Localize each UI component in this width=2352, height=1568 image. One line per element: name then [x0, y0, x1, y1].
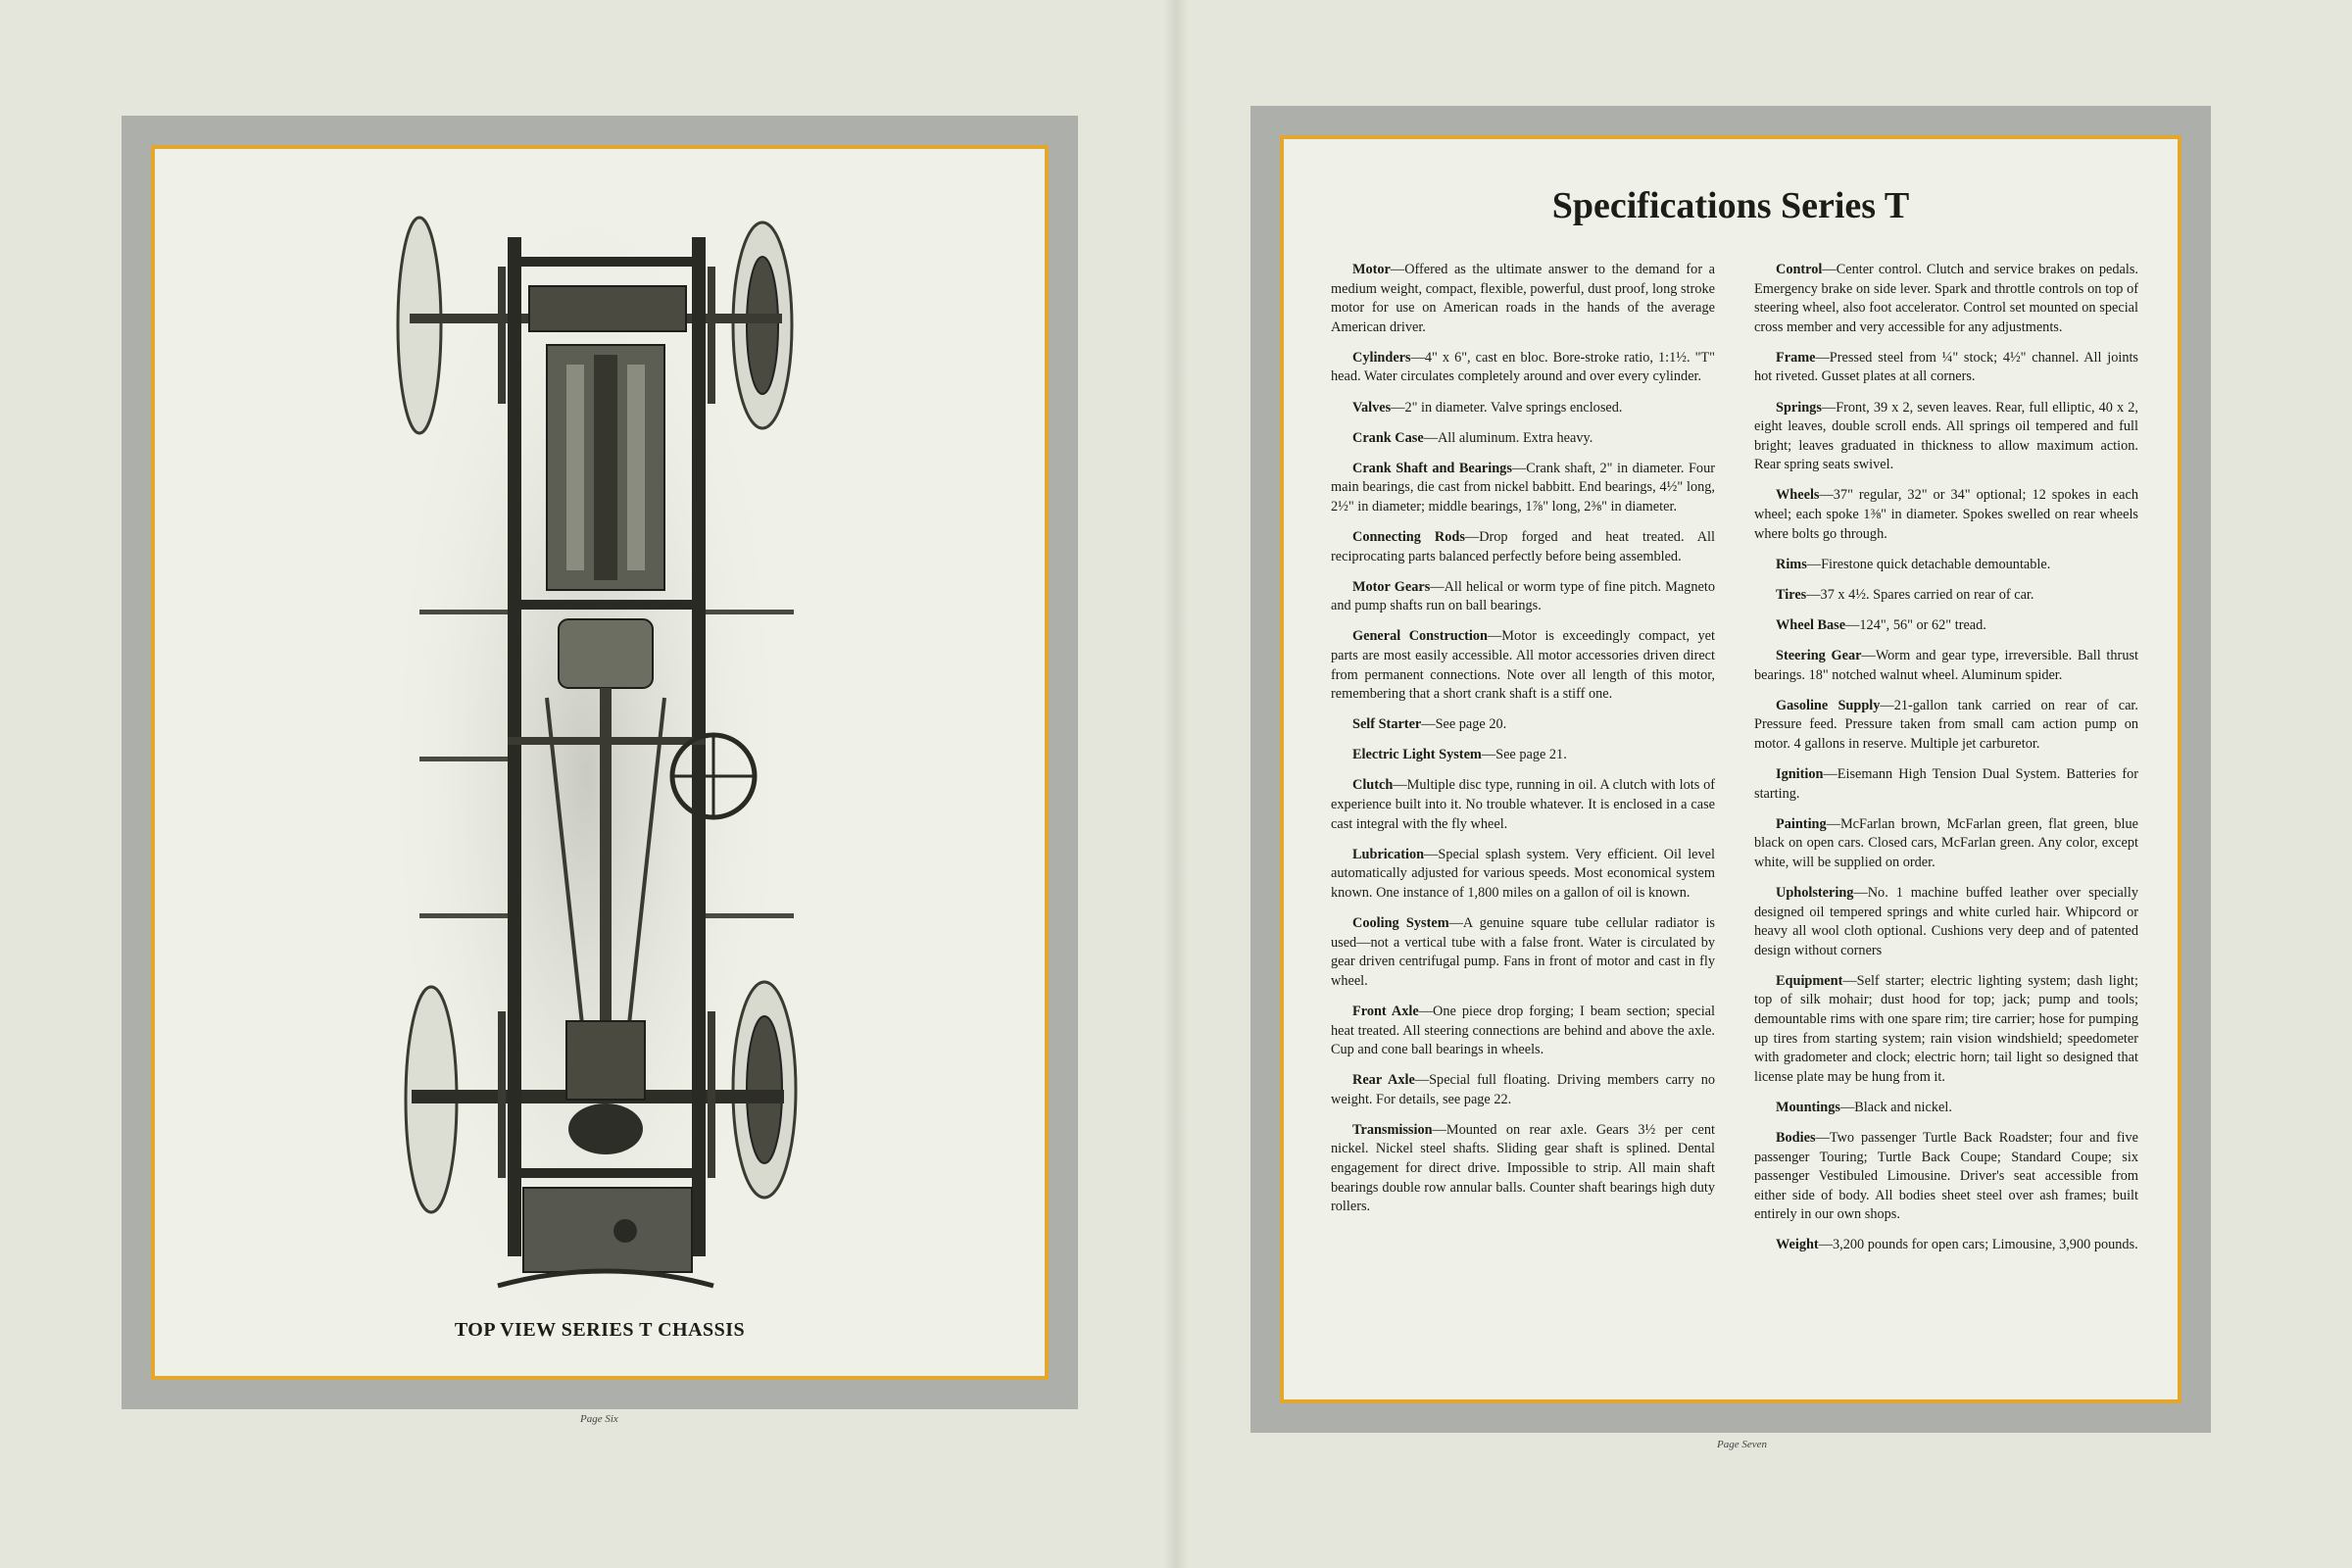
- spec-entry: [1754, 556, 2138, 575]
- spec-text: —21-gallon tank carried on rear of car. Pressure feed. Pressure taken from small cam action pump on motor. 4 gallons in reserve. Multiple jet carburetor.: [1754, 697, 2138, 752]
- spec-text: —See page 21.: [1481, 747, 1567, 763]
- right-page-panel: [1280, 135, 2181, 1403]
- spec-entry: [1331, 627, 1715, 704]
- spec-label: Mountings: [1776, 1099, 1840, 1115]
- spec-label: General Construction: [1352, 628, 1488, 645]
- spec-text: —All helical or worm type of fine pitch. Magneto and pump shafts run on ball bearings.: [1331, 578, 1715, 614]
- chassis-photo: [155, 149, 1045, 1376]
- spec-label: Upholstering: [1776, 884, 1854, 901]
- spec-entry: [1331, 349, 1715, 387]
- spec-label: Weight: [1776, 1237, 1819, 1253]
- spec-text: —McFarlan brown, McFarlan green, flat green, blue black on open cars. Closed cars, McFarlan green. Any color, except white, will be supplied on order.: [1754, 815, 2138, 870]
- spec-label: Self Starter: [1352, 716, 1422, 733]
- spec-label: Rims: [1776, 556, 1807, 572]
- spec-text: —Center control. Clutch and service brakes on pedals. Emergency brake on side lever. Spark and throttle controls on top of steering wheel, also foot accelerator. Control set mounted on special cross member and very accessible for any adjustments.: [1754, 262, 2138, 335]
- spec-label: Motor Gears: [1352, 578, 1431, 595]
- spec-entry: [1754, 616, 2138, 636]
- spec-text: —Crank shaft, 2" in diameter. Four main bearings, die cast from nickel babbitt. End bearings, 4½" long, 2½" in diameter; middle bearings, 1⅞" long, 2⅜" in diameter.: [1331, 460, 1715, 514]
- front-left-tire: [398, 218, 441, 433]
- spec-entry: [1331, 715, 1715, 735]
- spec-entry: [1754, 884, 2138, 960]
- spec-text: —Eisemann High Tension Dual System. Batteries for starting.: [1754, 765, 2138, 802]
- spec-label: Gasoline Supply: [1776, 697, 1881, 713]
- spec-entry: [1754, 697, 2138, 755]
- spec-entry: [1754, 349, 2138, 387]
- spec-entry: [1331, 528, 1715, 566]
- spec-entry: [1754, 815, 2138, 873]
- spec-entry: [1754, 399, 2138, 475]
- spec-label: Control: [1776, 262, 1823, 277]
- specs-column-left: [1331, 261, 1715, 1228]
- spec-entry: [1331, 1003, 1715, 1060]
- spec-entry: [1331, 1071, 1715, 1109]
- spec-text: —37 x 4½. Spares carried on rear of car.: [1806, 586, 2034, 603]
- spec-label: Painting: [1776, 815, 1827, 832]
- spec-label: Transmission: [1352, 1121, 1433, 1138]
- page-title: Specifications Series T: [1551, 185, 1910, 226]
- spec-label: Front Axle: [1352, 1003, 1419, 1019]
- spec-label: Clutch: [1352, 777, 1394, 794]
- gearbox: [566, 1021, 645, 1100]
- spec-text: —Motor is exceedingly compact, yet parts are most easily accessible. All motor accessories driven direct from permanent connections. Note over all length of this motor, remembering that a short crank shaft is a stiff one.: [1331, 628, 1715, 703]
- spec-entry: [1754, 972, 2138, 1088]
- spec-text: —Two passenger Turtle Back Roadster; four and five passenger Touring; Turtle Back Coupe; Standard Coupe; six passenger Vestibuled Limousine. Driver's seat accessible from either side of body. All bodies sheet steel over ash frames; built entirely in our own shops.: [1754, 1129, 2138, 1223]
- spec-text: —Worm and gear type, irreversible. Ball thrust bearings. 18" notched walnut wheel. Aluminum spider.: [1754, 648, 2139, 683]
- spec-entry: [1331, 399, 1715, 418]
- spec-entry: [1754, 486, 2138, 544]
- page-gutter: [1164, 0, 1188, 1568]
- spec-text: —Multiple disc type, running in oil. A clutch with lots of experience built into it. No trouble whatever. It is enclosed in a case cast integral with the fly wheel.: [1331, 777, 1715, 832]
- spec-label: Tires: [1776, 586, 1807, 603]
- left-page-panel: [151, 145, 1049, 1380]
- spec-entry: [1754, 647, 2138, 685]
- page-number-right: Page Seven: [1717, 1439, 1767, 1450]
- radiator: [529, 286, 686, 331]
- spec-label: Connecting Rods: [1352, 529, 1465, 546]
- spec-label: Crank Shaft and Bearings: [1352, 460, 1512, 476]
- spec-text: —4" x 6", cast en bloc. Bore-stroke ratio, 1:1½. "T" head. Water circulates completely around and over every cylinder.: [1331, 349, 1715, 385]
- drive-shaft: [600, 688, 612, 1070]
- spec-text: —Offered as the ultimate answer to the demand for a medium weight, compact, flexible, powerful, dust proof, long stroke motor for use on American roads in the hands of the average American driver.: [1331, 262, 1715, 335]
- spec-entry: [1754, 1129, 2138, 1225]
- frame-rail-right: [692, 237, 706, 1256]
- spec-label: Cooling System: [1352, 915, 1449, 932]
- spec-entry: [1754, 1099, 2138, 1118]
- spec-text: —124", 56" or 62" tread.: [1845, 616, 1986, 633]
- spec-entry: [1331, 429, 1715, 449]
- spec-entry: [1754, 261, 2138, 337]
- page-number-left: Page Six: [580, 1413, 618, 1425]
- spec-entry: [1331, 846, 1715, 904]
- spec-text: —3,200 pounds for open cars; Limousine, 3,900 pounds.: [1818, 1237, 2138, 1253]
- spec-text: —One piece drop forging; I beam section; special heat treated. All steering connections are behind and above the axle. Cup and cone ball bearings in wheels.: [1331, 1003, 1715, 1058]
- spec-label: Wheel Base: [1776, 616, 1846, 633]
- spec-label: Electric Light System: [1352, 747, 1482, 763]
- spec-entry: [1331, 776, 1715, 834]
- frame-rail-left: [508, 237, 521, 1256]
- spec-label: Cylinders: [1352, 349, 1411, 366]
- spec-text: —Front, 39 x 2, seven leaves. Rear, full elliptic, 40 x 2, eight leaves, double scroll ends. All springs oil tempered and full bright; leaves graduated in thickness to allow maximum action. Rear spring seats swivel.: [1754, 399, 2138, 473]
- spec-entry: [1754, 765, 2138, 804]
- spec-label: Bodies: [1776, 1129, 1816, 1146]
- spec-entry: [1754, 1236, 2138, 1255]
- spec-text: —Black and nickel.: [1839, 1099, 1952, 1115]
- spec-text: —Special full floating. Driving members carry no weight. For details, see page 22.: [1331, 1072, 1715, 1107]
- spec-entry: [1331, 1121, 1715, 1217]
- spec-label: Valves: [1352, 399, 1392, 416]
- spec-entry: [1331, 578, 1715, 616]
- spec-label: Steering Gear: [1776, 648, 1862, 663]
- spec-entry: [1331, 261, 1715, 337]
- spec-text: —A genuine square tube cellular radiator is used—not a vertical tube with a false front. Water is circulated by gear driven centrifugal pump. Fans in front of motor and cast in fly wheel.: [1331, 915, 1715, 989]
- spec-text: —Mounted on rear axle. Gears 3½ per cent nickel. Nickel steel shafts. Sliding gear shaft is splined. Dental engagement for direct drive. Impossible to strip. All main shaft bearings double row annular balls. Counter shaft bearings high duty rollers.: [1331, 1121, 1715, 1215]
- right-page-gray-frame: [1250, 106, 2211, 1433]
- spec-text: —Drop forged and heat treated. All reciprocating parts balanced perfectly before being assembled.: [1331, 529, 1715, 564]
- spec-label: Crank Case: [1352, 429, 1424, 446]
- differential: [568, 1103, 643, 1154]
- spec-label: Springs: [1776, 399, 1822, 416]
- spec-text: —Pressed steel from ¼" stock; 4½" channel. All joints hot riveted. Gusset plates at all corners.: [1754, 349, 2138, 385]
- spec-label: Motor: [1352, 262, 1391, 277]
- spec-text: —2" in diameter. Valve springs enclosed.: [1391, 399, 1623, 416]
- spec-text: —No. 1 machine buffed leather over specially designed oil tempered springs and white curled hair. Whipcord or heavy all wool cloth optional. Cushions very deep and of patented design without corners: [1754, 884, 2138, 958]
- spec-text: —See page 20.: [1421, 716, 1507, 733]
- spec-label: Lubrication: [1352, 846, 1425, 862]
- spec-label: Rear Axle: [1352, 1072, 1415, 1089]
- spec-label: Equipment: [1776, 972, 1843, 989]
- specs-column-right: [1754, 261, 2138, 1267]
- spec-entry: [1754, 586, 2138, 606]
- spec-text: —Self starter; electric lighting system; dash light; top of silk mohair; dust hood for top; jack; pump and tools; demountable rims with one spare rim; tire carrier; hose for pumping up tires from starting system; rain vision windshield; speedometer with gradometer and clock; electric horn; tail light so designed that license plate may be hung from it.: [1754, 972, 2138, 1085]
- left-page-gray-frame: [122, 116, 1078, 1409]
- spec-entry: [1331, 746, 1715, 765]
- spec-label: Frame: [1776, 349, 1816, 366]
- spec-text: —Special splash system. Very efficient. Oil level automatically adjusted for various speeds. Most economical system known. One instance of 1,800 miles on a gallon of oil is known.: [1331, 846, 1715, 901]
- chassis-caption: TOP VIEW SERIES T CHASSIS: [454, 1319, 746, 1341]
- left-page: [0, 0, 1164, 1568]
- spec-text: —Firestone quick detachable demountable.: [1806, 556, 2051, 572]
- spec-entry: [1331, 460, 1715, 517]
- spec-label: Ignition: [1776, 765, 1824, 782]
- spec-text: —37" regular, 32" or 34" optional; 12 spokes in each wheel; each spoke 1⅜" in diameter. Spokes swelled on rear wheels where bolts go through.: [1754, 487, 2138, 542]
- spec-label: Wheels: [1776, 487, 1820, 504]
- spec-entry: [1331, 914, 1715, 991]
- right-page: [1188, 0, 2352, 1568]
- gas-tank: [523, 1188, 692, 1272]
- spec-text: —All aluminum. Extra heavy.: [1423, 429, 1593, 446]
